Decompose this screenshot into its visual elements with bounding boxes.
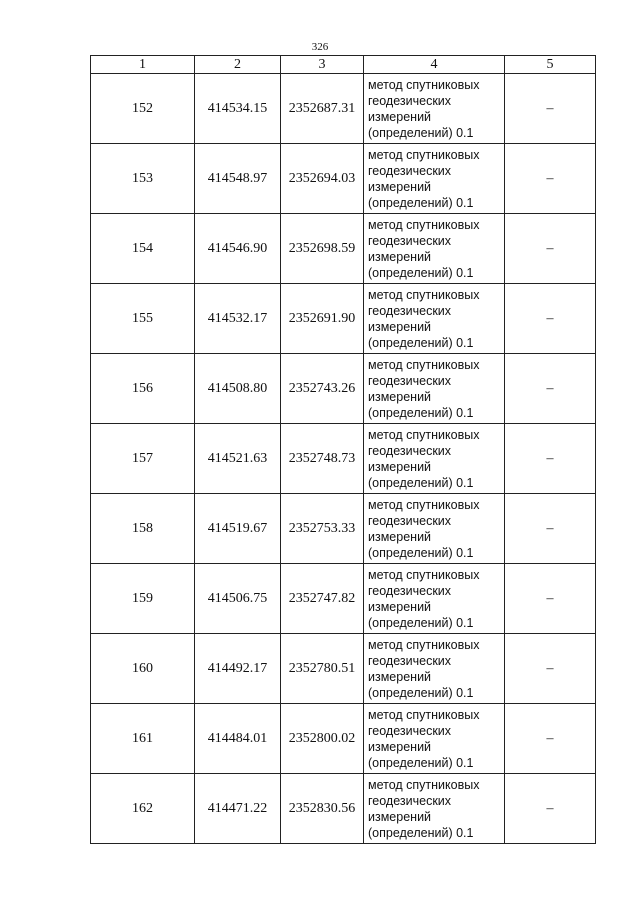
coordinate-x: 414519.67: [195, 494, 281, 564]
method-text: метод спутниковых геодезических измерений (определений) 0.1: [364, 74, 505, 144]
column-header: 4: [364, 56, 505, 74]
coordinate-y: 2352748.73: [281, 424, 364, 494]
point-number: 152: [91, 74, 195, 144]
method-text: метод спутниковых геодезических измерений (определений) 0.1: [364, 564, 505, 634]
point-number: 156: [91, 354, 195, 424]
table-row: [91, 634, 596, 704]
method-text: метод спутниковых геодезических измерений (определений) 0.1: [364, 494, 505, 564]
coordinate-y: 2352800.02: [281, 704, 364, 774]
note-dash: –: [505, 424, 596, 494]
note-dash: –: [505, 354, 596, 424]
coordinate-y: 2352687.31: [281, 74, 364, 144]
coordinate-x: 414534.15: [195, 74, 281, 144]
point-number: 153: [91, 144, 195, 214]
page-number: 326: [311, 41, 329, 53]
point-number: 158: [91, 494, 195, 564]
coordinate-x: 414532.17: [195, 284, 281, 354]
coordinate-x: 414521.63: [195, 424, 281, 494]
point-number: 157: [91, 424, 195, 494]
method-text: метод спутниковых геодезических измерений (определений) 0.1: [364, 144, 505, 214]
table-row: [91, 704, 596, 774]
table-row: [91, 354, 596, 424]
method-text: метод спутниковых геодезических измерений (определений) 0.1: [364, 774, 505, 844]
table-header-row: [91, 56, 596, 74]
coordinate-x: 414546.90: [195, 214, 281, 284]
point-number: 161: [91, 704, 195, 774]
table-row: [91, 74, 596, 144]
note-dash: –: [505, 214, 596, 284]
coordinate-y: 2352743.26: [281, 354, 364, 424]
table-row: [91, 144, 596, 214]
note-dash: –: [505, 144, 596, 214]
coordinate-y: 2352694.03: [281, 144, 364, 214]
column-header: 3: [281, 56, 364, 74]
point-number: 155: [91, 284, 195, 354]
coordinate-x: 414548.97: [195, 144, 281, 214]
method-text: метод спутниковых геодезических измерений (определений) 0.1: [364, 354, 505, 424]
method-text: метод спутниковых геодезических измерений (определений) 0.1: [364, 214, 505, 284]
method-text: метод спутниковых геодезических измерений (определений) 0.1: [364, 704, 505, 774]
coordinate-x: 414506.75: [195, 564, 281, 634]
note-dash: –: [505, 494, 596, 564]
table-row: [91, 214, 596, 284]
note-dash: –: [505, 704, 596, 774]
table-row: [91, 284, 596, 354]
coordinate-y: 2352747.82: [281, 564, 364, 634]
method-text: метод спутниковых геодезических измерений (определений) 0.1: [364, 424, 505, 494]
point-number: 162: [91, 774, 195, 844]
point-number: 159: [91, 564, 195, 634]
table-row: [91, 424, 596, 494]
table-row: [91, 494, 596, 564]
point-number: 160: [91, 634, 195, 704]
column-header: 2: [195, 56, 281, 74]
column-header: 1: [91, 56, 195, 74]
coordinate-y: 2352691.90: [281, 284, 364, 354]
point-number: 154: [91, 214, 195, 284]
note-dash: –: [505, 634, 596, 704]
coordinate-y: 2352753.33: [281, 494, 364, 564]
coordinate-x: 414492.17: [195, 634, 281, 704]
table-row: [91, 564, 596, 634]
coordinate-y: 2352698.59: [281, 214, 364, 284]
coordinate-x: 414508.80: [195, 354, 281, 424]
method-text: метод спутниковых геодезических измерений (определений) 0.1: [364, 284, 505, 354]
method-text: метод спутниковых геодезических измерений (определений) 0.1: [364, 634, 505, 704]
note-dash: –: [505, 284, 596, 354]
coordinates-table: [90, 55, 596, 844]
note-dash: –: [505, 774, 596, 844]
coordinate-x: 414471.22: [195, 774, 281, 844]
coordinate-x: 414484.01: [195, 704, 281, 774]
table-row: [91, 774, 596, 844]
coordinate-y: 2352830.56: [281, 774, 364, 844]
note-dash: –: [505, 74, 596, 144]
note-dash: –: [505, 564, 596, 634]
column-header: 5: [505, 56, 596, 74]
coordinate-y: 2352780.51: [281, 634, 364, 704]
table-body: [91, 74, 596, 844]
